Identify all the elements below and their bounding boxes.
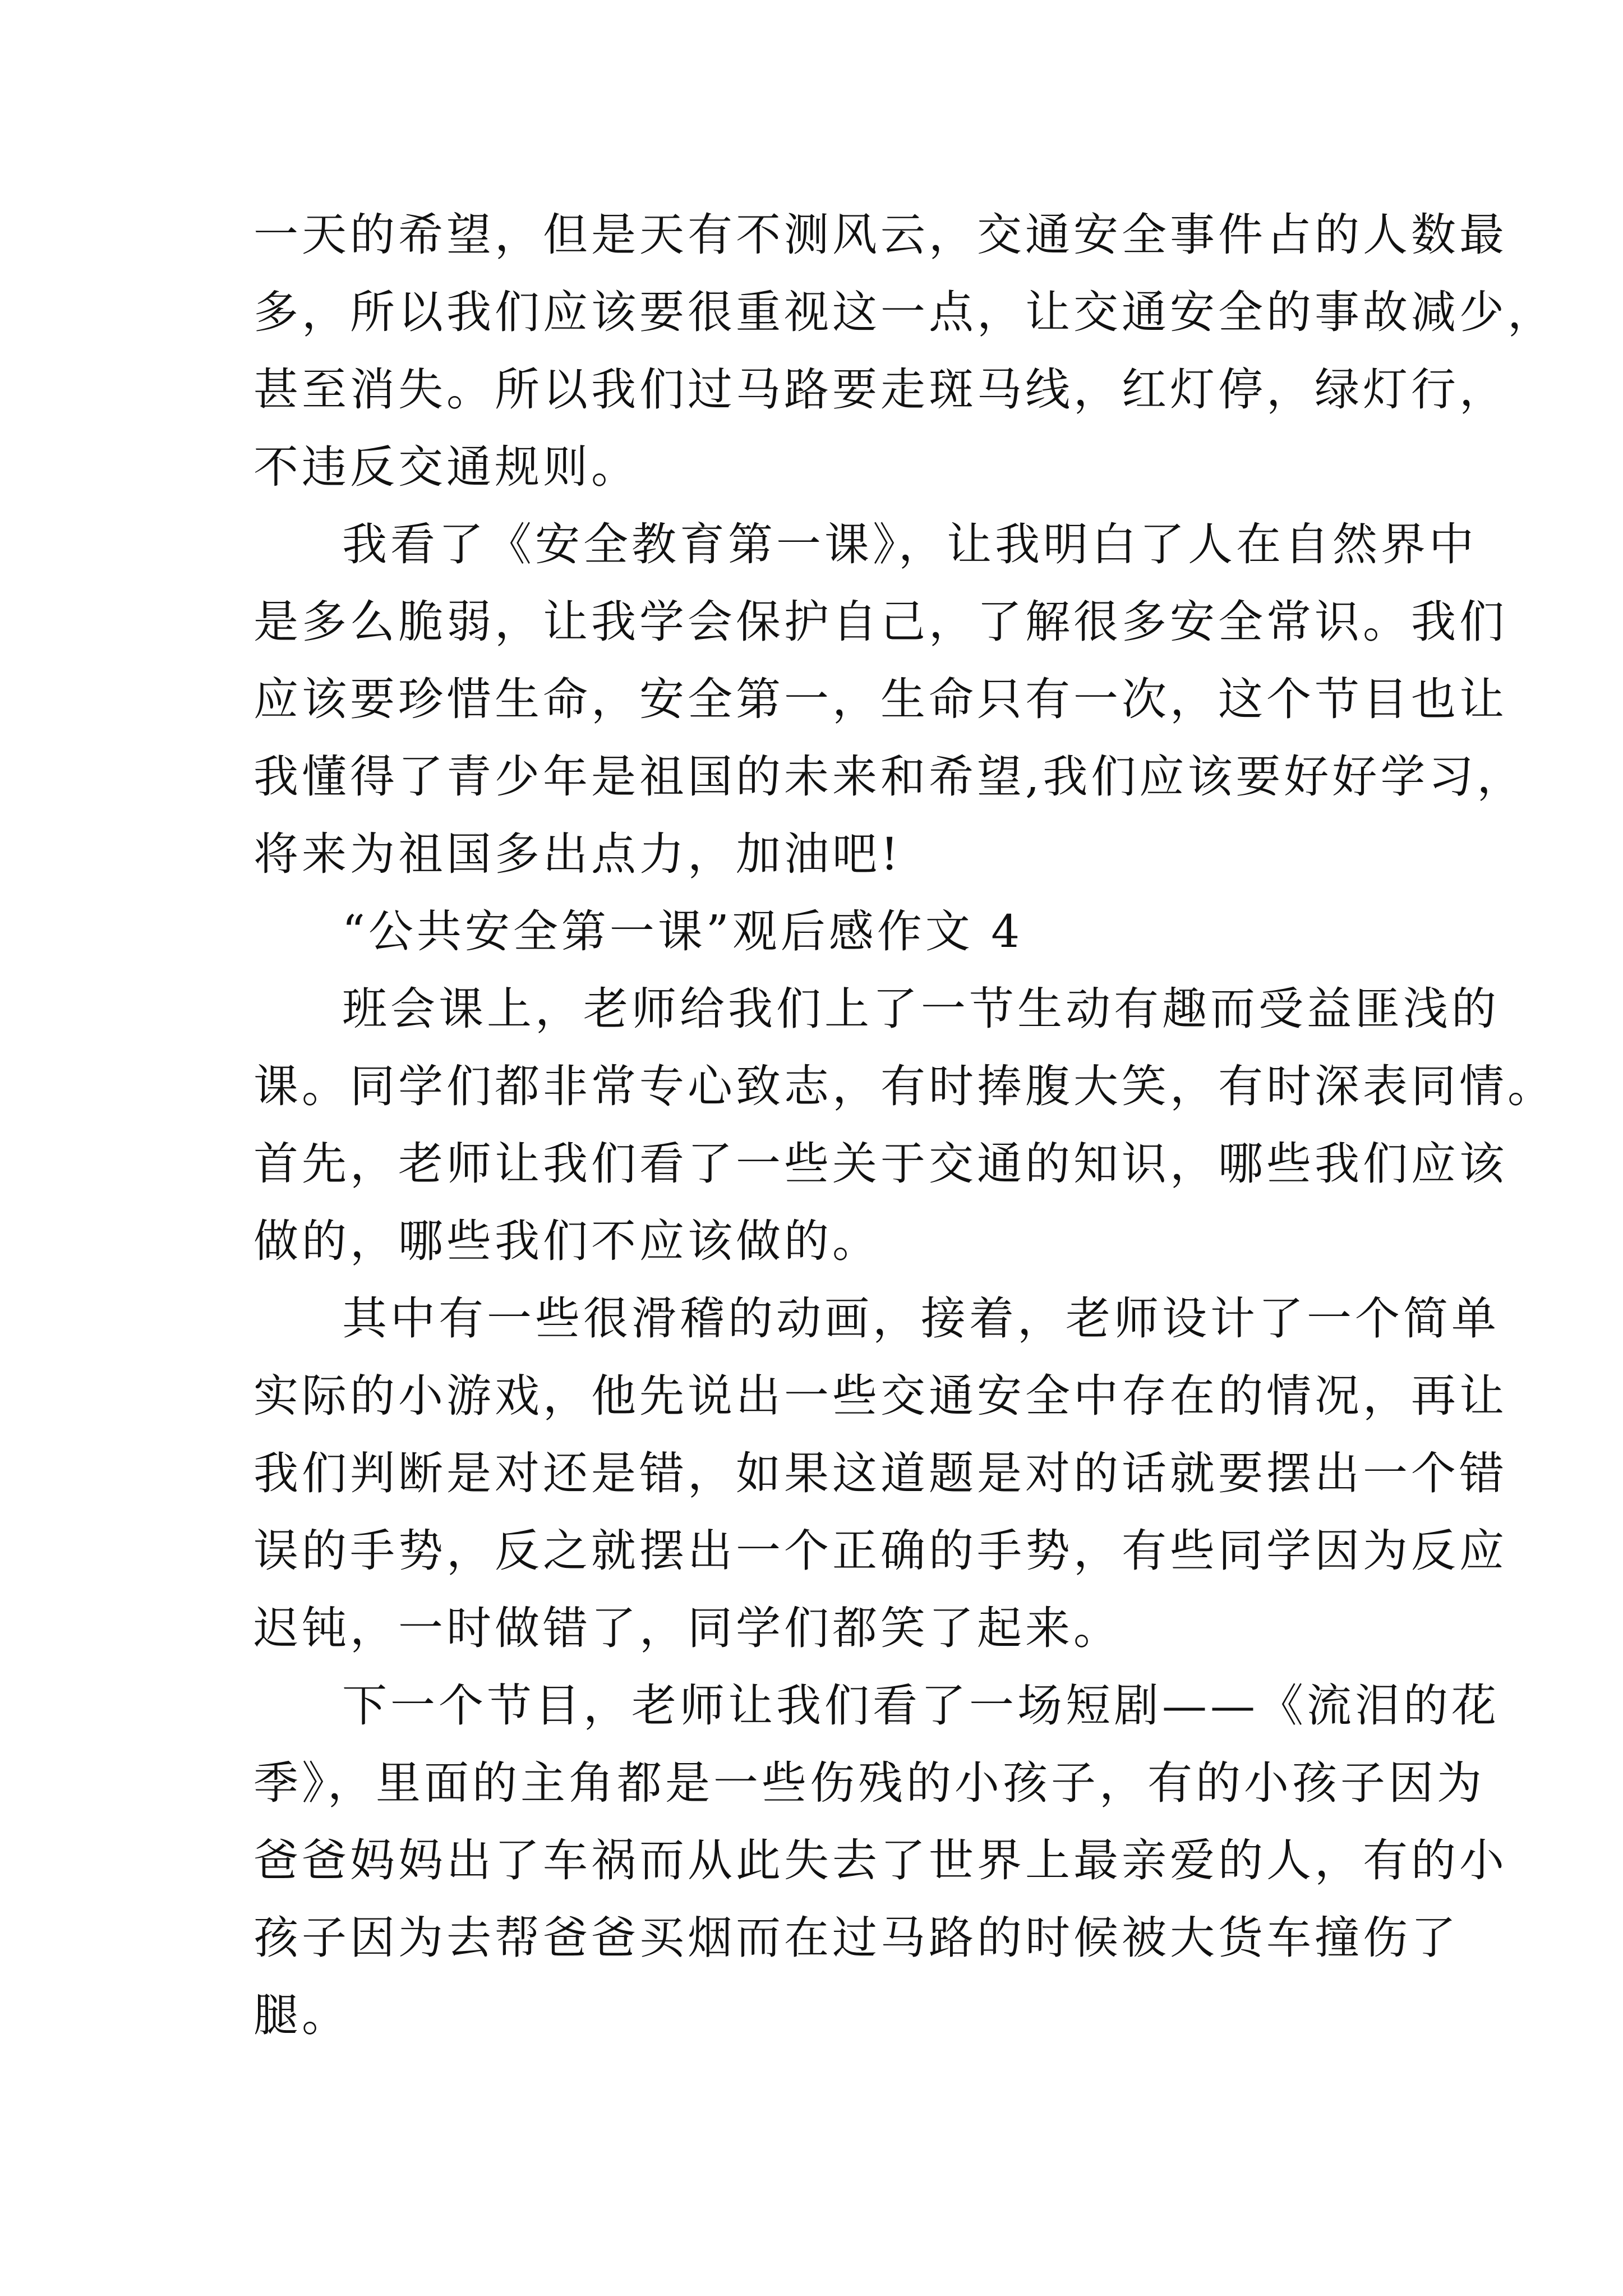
paragraph-first-line: 我看了《安全教育第一课》，让我明白了人在自然界中 xyxy=(342,518,1477,570)
text-line: 课。同学们都非常专心致志，有时捧腹大笑，有时深表同情。 xyxy=(253,1060,1556,1112)
paragraph-first-line: 下一个节目，老师让我们看了一场短剧——《流泪的花 xyxy=(342,1680,1500,1732)
text-line: 腿。 xyxy=(253,1989,350,2041)
paragraph-first-line: 班会课上，老师给我们上了一节生动有趣而受益匪浅的 xyxy=(342,983,1500,1035)
text-line: 做的，哪些我们不应该做的。 xyxy=(253,1215,880,1267)
text-line: 甚至消失。所以我们过马路要走斑马线，红灯停，绿灯行， xyxy=(253,364,1507,416)
text-line: 我们判断是对还是错，如果这道题是对的话就要摆出一个错 xyxy=(253,1447,1507,1499)
section-heading: “公共安全第一课”观后感作文 4 xyxy=(342,905,1023,958)
text-line: 爸爸妈妈出了车祸而从此失去了世界上最亲爱的人，有的小 xyxy=(253,1834,1507,1887)
text-line: 孩子因为去帮爸爸买烟而在过马路的时候被大货车撞伤了 xyxy=(253,1912,1459,1964)
text-line: 迟钝，一时做错了，同学们都笑了起来。 xyxy=(253,1602,1122,1654)
text-line: 多，所以我们应该要很重视这一点，让交通安全的事故减少， xyxy=(253,286,1556,338)
text-line: 我懂得了青少年是祖国的未来和希望,我们应该要好好学习， xyxy=(253,751,1525,803)
document-body xyxy=(253,196,1556,2054)
text-line: 将来为祖国多出点力，加油吧! xyxy=(253,828,902,880)
text-line: 首先，老师让我们看了一些关于交通的知识，哪些我们应该 xyxy=(253,1138,1507,1190)
text-line: 实际的小游戏，他先说出一些交通安全中存在的情况，再让 xyxy=(253,1370,1507,1422)
text-line: 一天的希望，但是天有不测风云，交通安全事件占的人数最 xyxy=(253,209,1507,261)
text-line: 季》，里面的主角都是一些伤残的小孩子，有的小孩子因为 xyxy=(253,1757,1485,1809)
text-line: 误的手势，反之就摆出一个正确的手势，有些同学因为反应 xyxy=(253,1525,1507,1577)
text-line: 应该要珍惜生命，安全第一，生命只有一次，这个节目也让 xyxy=(253,673,1507,725)
text-line: 是多么脆弱，让我学会保护自己，了解很多安全常识。我们 xyxy=(253,596,1507,648)
text-line: 不违反交通规则。 xyxy=(253,441,639,493)
paragraph-first-line: 其中有一些很滑稽的动画，接着，老师设计了一个简单 xyxy=(342,1292,1500,1345)
